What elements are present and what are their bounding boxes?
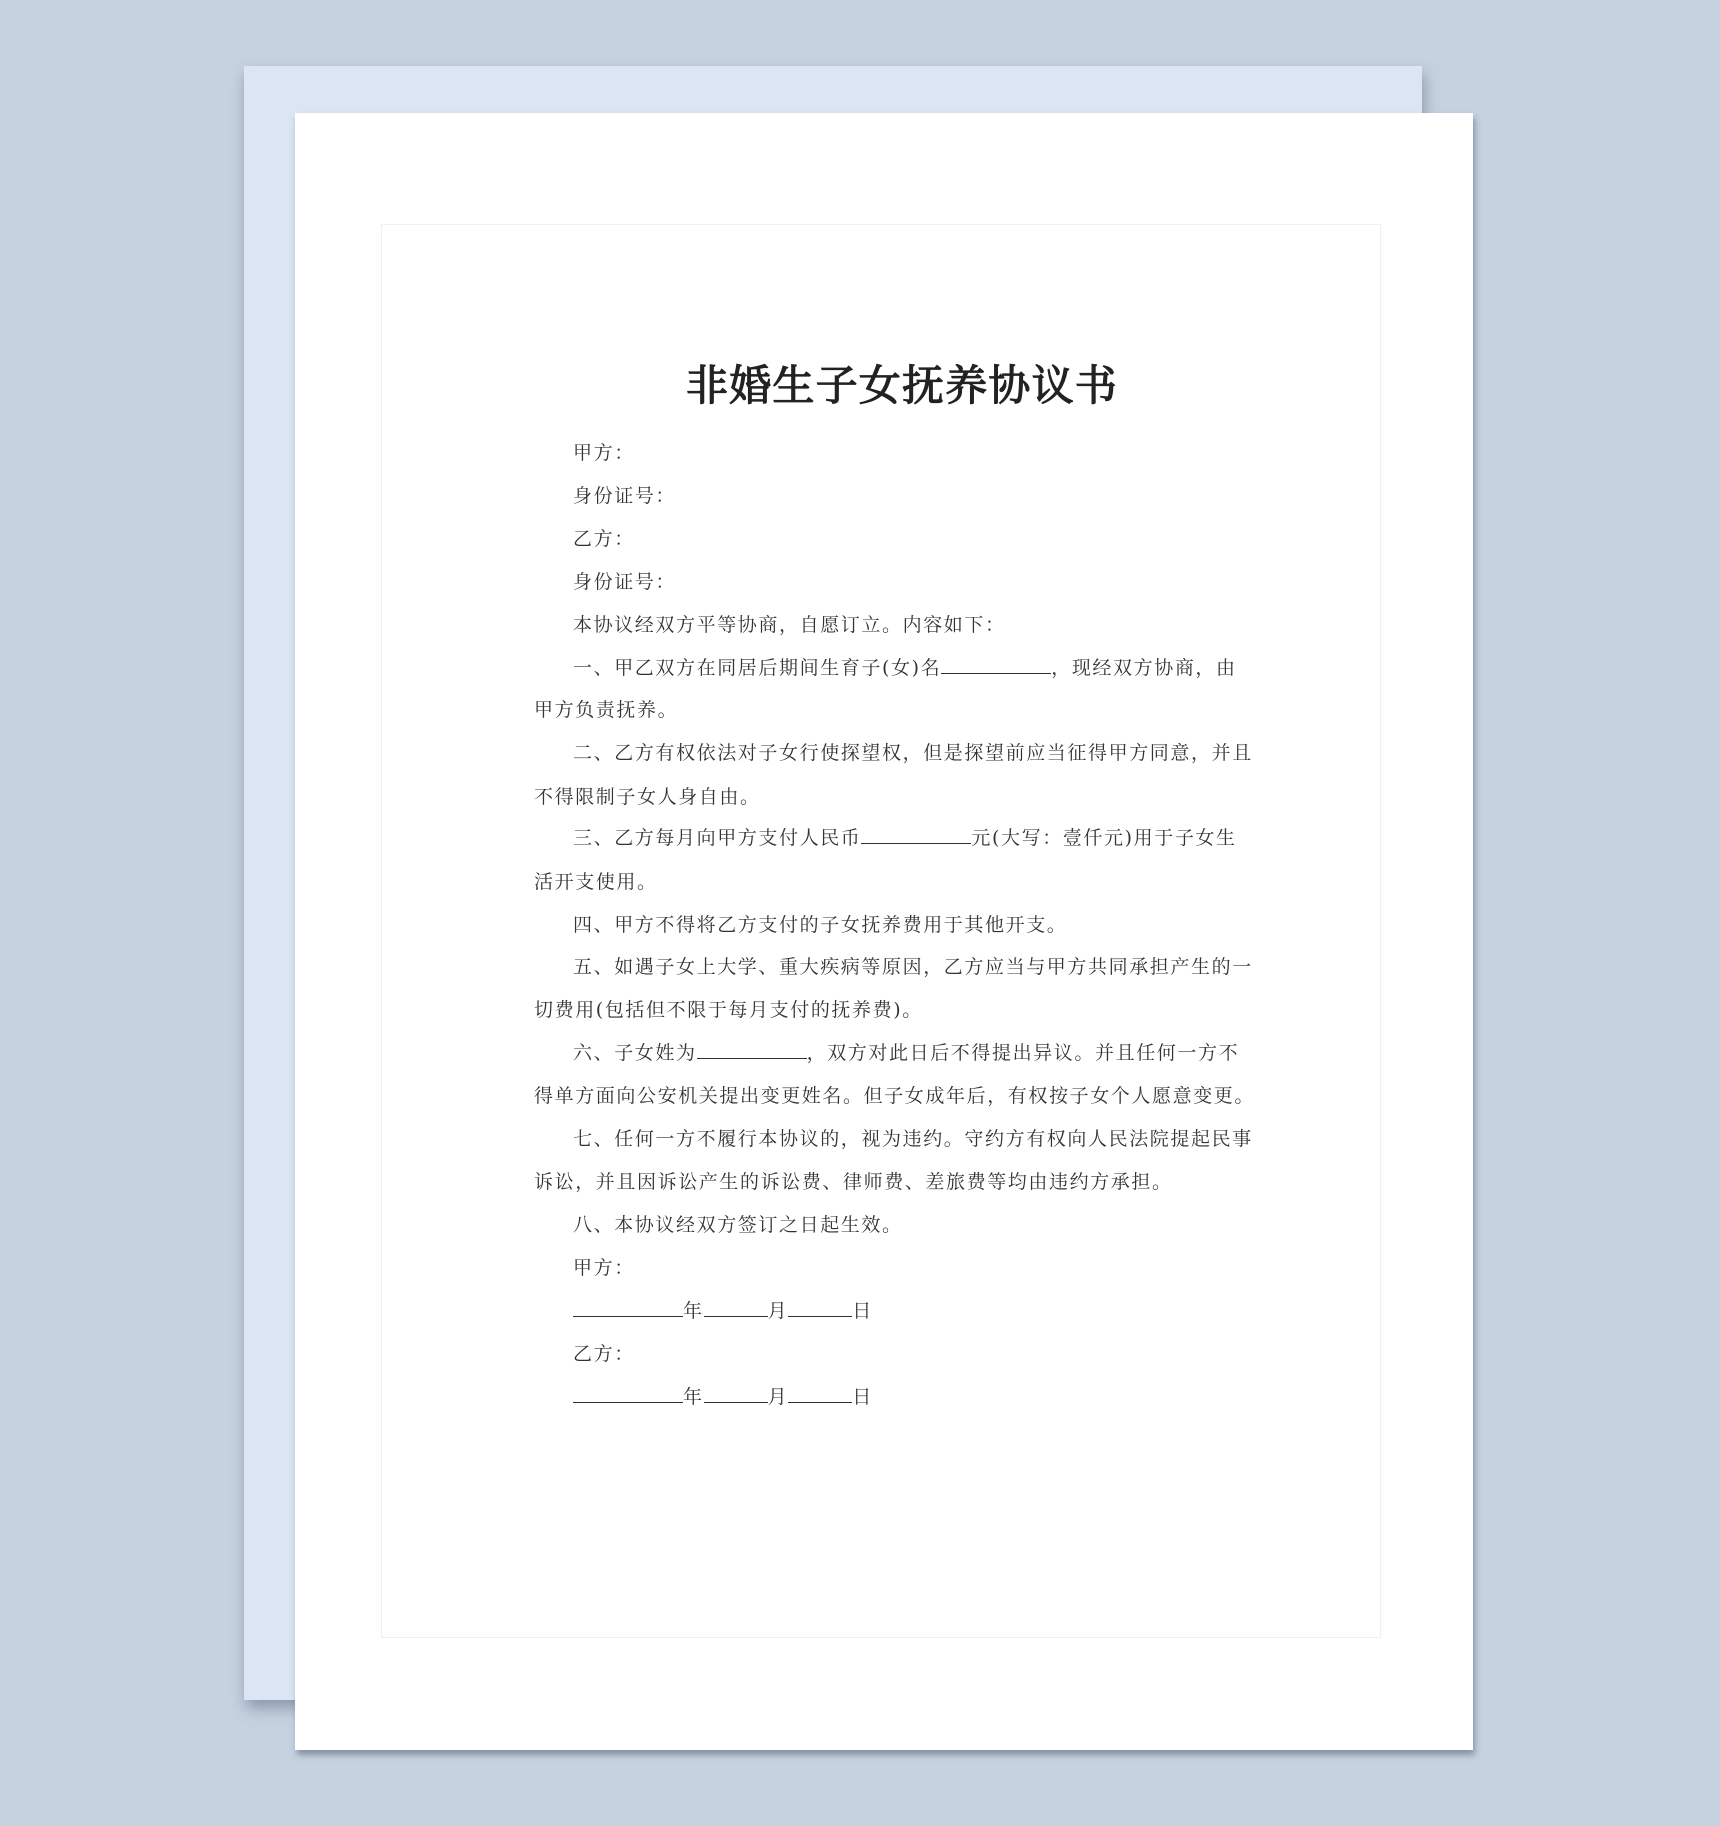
party-b-field: 乙方： [573,528,635,550]
document-title: 非婚生子女抚养协议书 [686,361,1119,410]
party-b-id-field: 身份证号： [573,571,677,593]
signature-party-b: 乙方： [573,1343,635,1365]
amount-blank [861,825,971,844]
clause-7: 七、任何一方不履行本协议的，视为违约。守约方有权向人民法院提起民事 [573,1128,1253,1150]
party-a-field: 甲方： [573,442,635,464]
signature-party-a: 甲方： [573,1257,635,1279]
clause-2: 二、乙方有权依法对子女行使探望权，但是探望前应当征得甲方同意，并且 [573,742,1253,764]
clause-6-text-b: ，双方对此日后不得提出异议。并且任何一方不 [806,1042,1240,1064]
clause-6 [573,1039,1239,1067]
intro-paragraph: 本协议经双方平等协商，自愿订立。内容如下： [573,614,1006,636]
clause-1-text-a: 一、甲乙双方在同居后期间生育子(女)名 [573,657,942,679]
clause-5: 五、如遇子女上大学、重大疾病等原因，乙方应当与甲方共同承担产生的一 [573,956,1253,978]
year-blank [573,1298,683,1317]
year-blank [573,1384,683,1403]
day-label: 日 [852,1300,873,1322]
clause-3-text-b: 元(大写：壹仟元)用于子女生 [971,827,1237,849]
clause-6-continuation: 得单方面向公安机关提出变更姓名。但子女成年后，有权按子女个人愿意变更。 [534,1085,1256,1107]
clause-7-continuation: 诉讼，并且因诉讼产生的诉讼费、律师费、差旅费等均由违约方承担。 [534,1171,1173,1193]
day-blank [788,1384,852,1403]
day-blank [788,1298,852,1317]
surname-blank [697,1040,807,1059]
signature-party-a-date [573,1297,873,1325]
clause-3-continuation: 活开支使用。 [534,871,658,893]
year-label: 年 [683,1300,704,1322]
clause-6-text-a: 六、子女姓为 [573,1042,697,1064]
clause-1-text-b: ，现经双方协商，由 [1051,657,1237,679]
clause-4: 四、甲方不得将乙方支付的子女抚养费用于其他开支。 [573,914,1068,936]
month-label: 月 [767,1386,789,1408]
clause-1 [573,654,1237,682]
day-label: 日 [852,1386,873,1408]
clause-3 [573,824,1237,852]
month-blank [704,1384,768,1403]
month-label: 月 [767,1300,789,1322]
party-a-id-field: 身份证号： [573,485,677,507]
child-name-blank [941,655,1051,674]
signature-party-b-date [573,1383,873,1411]
clause-1-continuation: 甲方负责抚养。 [534,699,679,721]
year-label: 年 [683,1386,704,1408]
month-blank [704,1298,768,1317]
clause-5-continuation: 切费用(包括但不限于每月支付的抚养费)。 [534,999,923,1021]
document-page [295,113,1473,1750]
clause-2-continuation: 不得限制子女人身自由。 [534,786,761,808]
clause-8: 八、本协议经双方签订之日起生效。 [573,1214,903,1236]
clause-3-text-a: 三、乙方每月向甲方支付人民币 [573,827,862,849]
